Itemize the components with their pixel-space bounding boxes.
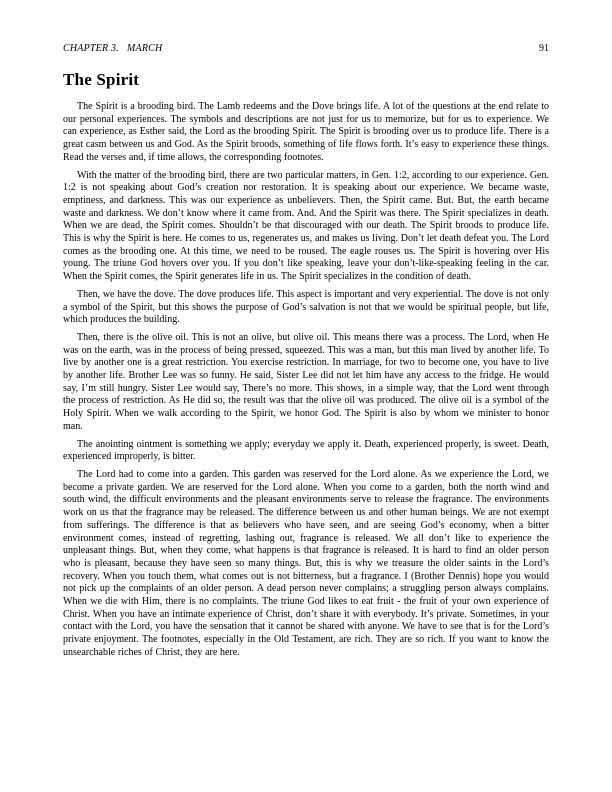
- paragraph: The anointing ointment is something we apply; everyday we apply it. Death, experienced properly, is sweet. Death, experienced improperly, is bitter.: [63, 438, 549, 463]
- paragraph: The Lord had to come into a garden. This garden was reserved for the Lord alone. As we experience the Lord, we become a private garden. We are reserved for the Lord alone. When you come to a garden, both the north wind and south wind, the difficult environments and the pleasant environments serve to release the fragrance. The environments work on us that the fragrance may be released. The difference between us and other human beings. We are not exempt from sufferings. The difference is that as believers who have seen, and are seeing God’s economy, when a bitter environment comes, instead of regretting, lashing out, fragrance is released. We all don’t like to experience the unpleasant things. But, when they come, what happens is that fragrance is released. It is hard to find an older person who is pleasant, because they have seen so many things. But, this is why we treasure the older saints in the Lord’s recovery. When you touch them, what comes out is not bitterness, but a fragrance. I (Brother Dennis) hope you would not pick up the complaints of an older person. A dead person never complains; a struggling person always complains. When we die with Him, there is no complaints. The triune God likes to eat fruit - the fruit of your own experience of Christ. When you have an intimate experience of Christ, don’t share it with everybody. It’s private. Sometimes, in your contact with the Lord, you have the sensation that it cannot be shared with anyone. We have to see that is for the Lord’s private enjoyment. The footnotes, especially in the Old Testament, are rich. They are so rich. If you want to know the unsearchable riches of Christ, they are here.: [63, 468, 549, 658]
- running-head-chapter: CHAPTER 3. MARCH: [63, 43, 163, 54]
- paragraph: The Spirit is a brooding bird. The Lamb redeems and the Dove brings life. A lot of the questions at the end relate to our personal experiences. The symbols and descriptions are not just for us to memorize, but for us to experience. We can experience, as Esther said, the Lord as the brooding Spirit. The Spirit is brooding over us to produce life. There is a great casm between us and God. As the Spirit broods, something of life flows forth. It’s easy to experience these things. Read the verses and, if time allows, the corresponding footnotes.: [63, 101, 549, 163]
- paragraph: Then, there is the olive oil. This is not an olive, but olive oil. This means there was a process. The Lord, when He was on the earth, was in the process of being pressed, squeezed. This was a man, but this man lived by another life. To live by another one is a great restriction. You exercise restriction. In marriage, for two to become one, you have to live by another life. Brother Lee was so funny. He said, Sister Lee did not let him have any access to the fridge. He would say, I’m still hungry. Sister Lee would say, There’s no more. This shows, in a simple way, that the Lord went through the process of restriction. As He did so, the result was that the olive oil was produced. The olive oil is a symbol of the Holy Spirit. When we walk according to the Spirit, we honor God. The Spirit is also by whom we minister to honor man.: [63, 331, 549, 432]
- paragraph: Then, we have the dove. The dove produces life. This aspect is important and very experiential. The dove is not only a symbol of the Spirit, but this shows the purpose of God’s salvation is not that we would be spiritual people, but life, which produces the building.: [63, 288, 549, 326]
- body-text: [63, 101, 549, 660]
- page-number: 91: [539, 43, 549, 54]
- running-header: [63, 43, 549, 55]
- section-title: The Spirit: [63, 70, 140, 89]
- paragraph: With the matter of the brooding bird, there are two particular matters, in Gen. 1:2, according to our experience. Gen. 1:2 is not speaking about God’s creation nor restoration. It is speaking about our experience. We became waste, emptiness, and darkness. This was our experience as unbelievers. Then, the Spirit came. But. But, the earth became waste and darkness. We don’t know where it came from. And. And the Spirit was there. The Spirit specializes in death. When we are dead, the Spirit comes. Shouldn’t be that discouraged with our death. The Spirit broods to produce life. This is why the Spirit is here. He comes to us, regenerates us, and makes us living. Don’t let death defeat you. The Lord comes as the brooding one. At this time, we need to be roused. The eagle rouses us. The Spirit is hovering over His young. The triune God hovers over you. If you don’t like speaking, leave your don’t-like-speaking feeling in the car. When the Spirit comes, the Spirit generates life in us. The Spirit specializes in the condition of death.: [63, 169, 549, 283]
